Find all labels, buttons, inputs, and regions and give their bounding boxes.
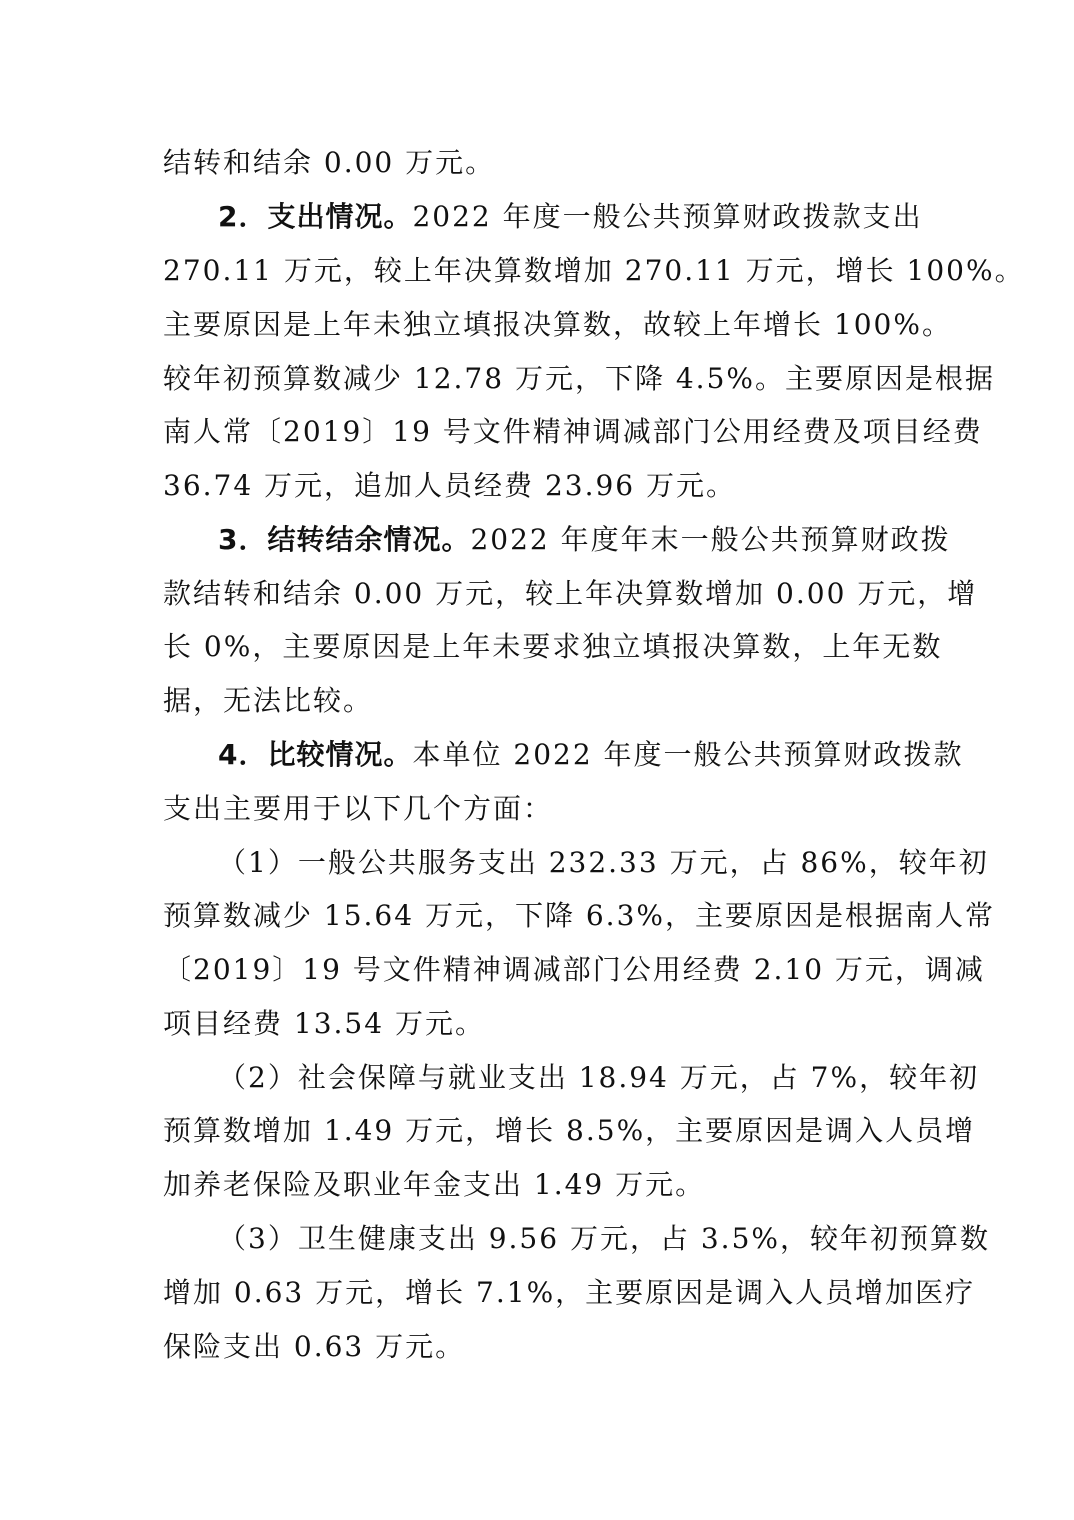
text-line-16: 〔2019〕19 号文件精神调减部门公用经费 2.10 万元，调减 xyxy=(163,953,985,986)
text-line-11: 据，无法比较。 xyxy=(163,684,374,717)
text-line-12: 本单位 2022 年度一般公共预算财政拨款 xyxy=(412,738,964,771)
text-line-3: 270.11 万元，较上年决算数增加 270.11 万元，增长 100%。 xyxy=(163,254,1025,287)
text-line-6: 南人常〔2019〕19 号文件精神调减部门公用经费及项目经费 xyxy=(163,415,983,448)
text-line-5: 较年初预算数减少 12.78 万元，下降 4.5%。主要原因是根据 xyxy=(163,362,995,395)
text-line-19: 预算数增加 1.49 万元，增长 8.5%，主要原因是调入人员增 xyxy=(163,1114,976,1147)
text-line-22: 增加 0.63 万元，增长 7.1%，主要原因是调入人员增加医疗 xyxy=(163,1276,976,1309)
text-line-14: （1）一般公共服务支出 232.33 万元，占 86%，较年初 xyxy=(218,846,989,879)
paragraph-expenditure xyxy=(218,197,923,237)
heading-expenditure: 2．支出情况。 xyxy=(218,200,413,233)
text-line-2: 2022 年度一般公共预算财政拨款支出 xyxy=(412,200,923,233)
paragraph-carryover xyxy=(218,520,951,560)
text-line-1: 结转和结余 0.00 万元。 xyxy=(163,146,496,179)
text-line-20: 加养老保险及职业年金支出 1.49 万元。 xyxy=(163,1168,706,1201)
text-line-18: （2）社会保障与就业支出 18.94 万元，占 7%，较年初 xyxy=(218,1061,980,1094)
text-line-9: 款结转和结余 0.00 万元，较上年决算数增加 0.00 万元，增 xyxy=(163,577,978,610)
text-line-10: 长 0%，主要原因是上年未要求独立填报决算数，上年无数 xyxy=(163,630,943,663)
text-line-21: （3）卫生健康支出 9.56 万元，占 3.5%，较年初预算数 xyxy=(218,1222,990,1255)
text-line-17: 项目经费 13.54 万元。 xyxy=(163,1007,485,1040)
text-line-4: 主要原因是上年未独立填报决算数，故较上年增长 100%。 xyxy=(163,308,952,341)
text-line-7: 36.74 万元，追加人员经费 23.96 万元。 xyxy=(163,469,737,502)
text-line-8: 2022 年度年末一般公共预算财政拨 xyxy=(470,523,951,556)
text-line-23: 保险支出 0.63 万元。 xyxy=(163,1330,466,1363)
text-line-15: 预算数减少 15.64 万元，下降 6.3%，主要原因是根据南人常 xyxy=(163,899,995,932)
text-line-13: 支出主要用于以下几个方面： xyxy=(163,792,554,825)
heading-carryover: 3．结转结余情况。 xyxy=(218,523,471,556)
heading-comparison: 4．比较情况。 xyxy=(218,738,413,771)
paragraph-comparison xyxy=(218,735,964,775)
